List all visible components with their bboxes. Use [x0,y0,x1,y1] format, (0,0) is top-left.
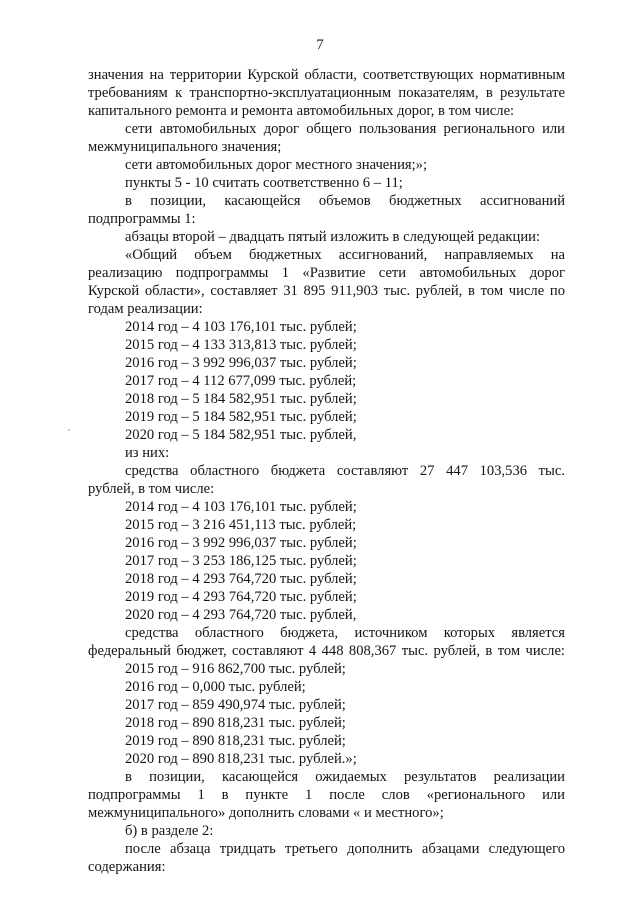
page-number: 7 [316,37,324,53]
text-line: пункты 5 - 10 считать соответственно 6 – 11; [125,175,403,191]
text-line: рублей, в том числе: [88,481,215,497]
text-line: 2019 год – 890 818,231 тыс. рублей; [125,733,346,749]
text-line: из них: [125,445,170,461]
text-line: 2016 год – 3 992 996,037 тыс. рублей; [125,355,357,371]
document-body [0,66,640,876]
text-line: 2019 год – 5 184 582,951 тыс. рублей; [125,409,357,425]
text-line: федеральный бюджет, составляют 4 448 808,367 тыс. рублей, в том числе: [88,643,565,659]
text-line: 2014 год – 4 103 176,101 тыс. рублей; [125,319,357,335]
text-line: 2020 год – 890 818,231 тыс. рублей.»; [125,751,357,767]
text-line: 2018 год – 5 184 582,951 тыс. рублей; [125,391,357,407]
text-line: 2020 год – 4 293 764,720 тыс. рублей, [125,607,357,623]
text-line: значения на территории Курской области, соответствующих нормативным [88,67,565,83]
text-line: сети автомобильных дорог общего пользования регионального или [125,121,565,137]
text-line: реализацию подпрограммы 1 «Развитие сети автомобильных дорог [88,265,565,281]
text-line: 2016 год – 0,000 тыс. рублей; [125,679,306,695]
text-line: 2015 год – 4 133 313,813 тыс. рублей; [125,337,357,353]
text-line: средства областного бюджета, источником которых является [125,625,565,641]
text-line: 2020 год – 5 184 582,951 тыс. рублей, [125,427,357,443]
text-line: 2016 год – 3 992 996,037 тыс. рублей; [125,535,357,551]
text-line: 2017 год – 4 112 677,099 тыс. рублей; [125,373,357,389]
text-line: 2014 год – 4 103 176,101 тыс. рублей; [125,499,357,515]
text-line: 2019 год – 4 293 764,720 тыс. рублей; [125,589,357,605]
text-line: 2017 год – 3 253 186,125 тыс. рублей; [125,553,357,569]
scan-speck [68,429,70,431]
text-line: межмуниципального значения; [88,139,282,155]
text-line: капитального ремонта и ремонта автомобильных дорог, в том числе: [88,103,515,119]
text-line: в позиции, касающейся объемов бюджетных ассигнований [125,193,565,209]
text-line: 2017 год – 859 490,974 тыс. рублей; [125,697,346,713]
text-line: 2018 год – 890 818,231 тыс. рублей; [125,715,346,731]
text-line: в позиции, касающейся ожидаемых результатов реализации [125,769,565,785]
text-line: межмуниципального» дополнить словами « и местного»; [88,805,444,821]
text-line: 2015 год – 3 216 451,113 тыс. рублей; [125,517,357,533]
text-line: абзацы второй – двадцать пятый изложить в следующей редакции: [125,229,541,245]
text-line: подпрограммы 1: [88,211,196,227]
text-line: Курской области», составляет 31 895 911,903 тыс. рублей, в том числе по [88,283,565,299]
text-line: содержания: [88,859,166,875]
text-line: годам реализации: [88,301,203,317]
text-line: после абзаца тридцать третьего дополнить абзацами следующего [125,841,565,857]
text-line: средства областного бюджета составляют 27 447 103,536 тыс. [125,463,565,479]
text-line: требованиям к транспортно-эксплуатационным показателям, в результате [88,85,565,101]
text-line: подпрограммы 1 в пункте 1 после слов «регионального или [88,787,565,803]
text-line: «Общий объем бюджетных ассигнований, направляемых на [125,247,565,263]
text-line: 2015 год – 916 862,700 тыс. рублей; [125,661,346,677]
text-line: б) в разделе 2: [125,823,214,839]
text-line: 2018 год – 4 293 764,720 тыс. рублей; [125,571,357,587]
text-line: сети автомобильных дорог местного значения;»; [125,157,428,173]
